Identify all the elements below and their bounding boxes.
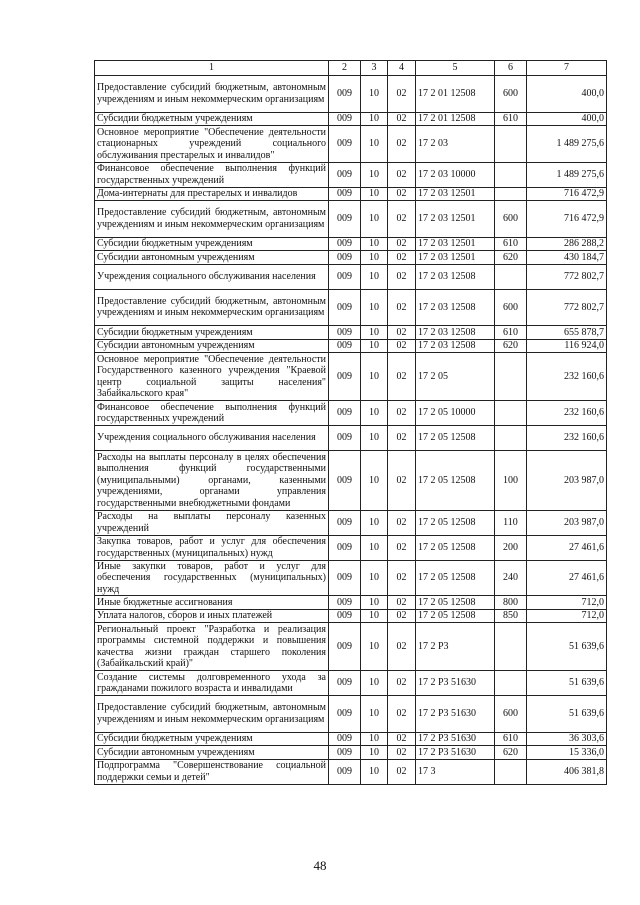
row-expense-type: 610 — [495, 112, 527, 126]
row-expense-type — [495, 759, 527, 784]
row-expense-type: 610 — [495, 732, 527, 746]
row-ministry-code: 009 — [329, 237, 361, 251]
row-target-article: 17 2 03 12508 — [416, 339, 495, 353]
row-subsection-code: 02 — [388, 510, 416, 535]
row-subsection-code: 02 — [388, 596, 416, 610]
row-name: Иные бюджетные ассигнования — [95, 596, 329, 610]
row-subsection-code: 02 — [388, 732, 416, 746]
row-expense-type: 600 — [495, 201, 527, 238]
budget-table-body — [95, 61, 607, 785]
row-name: Финансовое обеспечение выполнения функций государственных учреждений — [95, 162, 329, 187]
row-section-code: 10 — [361, 339, 388, 353]
row-amount: 15 336,0 — [527, 746, 607, 760]
row-amount: 203 987,0 — [527, 510, 607, 535]
row-target-article: 17 2 P3 51630 — [416, 671, 495, 696]
row-subsection-code: 02 — [388, 187, 416, 201]
row-amount: 430 184,7 — [527, 251, 607, 265]
row-name: Иные закупки товаров, работ и услуг для обеспечения государственных (муниципальных) нужд — [95, 560, 329, 596]
row-name: Предоставление субсидий бюджетным, автономным учреждениям и иным некоммерческим организациям — [95, 289, 329, 326]
row-subsection-code: 02 — [388, 451, 416, 511]
row-amount: 1 489 275,6 — [527, 126, 607, 163]
row-amount: 27 461,6 — [527, 560, 607, 596]
table-row — [95, 759, 607, 784]
row-ministry-code: 009 — [329, 746, 361, 760]
row-amount: 716 472,9 — [527, 187, 607, 201]
row-subsection-code: 02 — [388, 339, 416, 353]
row-expense-type — [495, 353, 527, 401]
table-row — [95, 201, 607, 238]
row-ministry-code: 009 — [329, 759, 361, 784]
row-expense-type — [495, 162, 527, 187]
row-expense-type: 850 — [495, 609, 527, 623]
row-amount: 116 924,0 — [527, 339, 607, 353]
row-target-article: 17 2 05 12508 — [416, 560, 495, 596]
table-row — [95, 112, 607, 126]
row-ministry-code: 009 — [329, 671, 361, 696]
row-section-code: 10 — [361, 535, 388, 560]
table-row — [95, 326, 607, 340]
row-name: Субсидии бюджетным учреждениям — [95, 112, 329, 126]
column-number: 3 — [361, 61, 388, 76]
table-row — [95, 696, 607, 733]
row-ministry-code: 009 — [329, 596, 361, 610]
row-section-code: 10 — [361, 746, 388, 760]
row-name: Создание системы долговременного ухода за гражданами пожилого возраста и инвалидами — [95, 671, 329, 696]
row-target-article: 17 2 05 12508 — [416, 510, 495, 535]
table-row — [95, 339, 607, 353]
table-row — [95, 237, 607, 251]
row-expense-type: 600 — [495, 289, 527, 326]
row-name: Субсидии автономным учреждениям — [95, 746, 329, 760]
row-name: Субсидии бюджетным учреждениям — [95, 732, 329, 746]
row-ministry-code: 009 — [329, 623, 361, 671]
row-target-article: 17 2 05 12508 — [416, 609, 495, 623]
row-name: Уплата налогов, сборов и иных платежей — [95, 609, 329, 623]
row-target-article: 17 2 03 — [416, 126, 495, 163]
row-section-code: 10 — [361, 696, 388, 733]
row-subsection-code: 02 — [388, 609, 416, 623]
row-name: Предоставление субсидий бюджетным, автономным учреждениям и иным некоммерческим организациям — [95, 201, 329, 238]
row-expense-type — [495, 426, 527, 451]
row-section-code: 10 — [361, 112, 388, 126]
row-name: Дома-интернаты для престарелых и инвалидов — [95, 187, 329, 201]
row-subsection-code: 02 — [388, 237, 416, 251]
row-amount: 712,0 — [527, 596, 607, 610]
row-expense-type: 620 — [495, 746, 527, 760]
row-name: Региональный проект "Разработка и реализация программы системной поддержки и повышения качества жизни граждан старшего поколения (Забайкальский край)" — [95, 623, 329, 671]
row-section-code: 10 — [361, 201, 388, 238]
row-target-article: 17 2 05 12508 — [416, 426, 495, 451]
row-amount: 772 802,7 — [527, 289, 607, 326]
row-section-code: 10 — [361, 289, 388, 326]
row-subsection-code: 02 — [388, 671, 416, 696]
row-subsection-code: 02 — [388, 623, 416, 671]
table-row — [95, 560, 607, 596]
row-name: Основное мероприятие "Обеспечение деятельности стационарных учреждений социального обслуживания престарелых и инвалидов" — [95, 126, 329, 163]
row-expense-type: 610 — [495, 237, 527, 251]
row-amount: 27 461,6 — [527, 535, 607, 560]
row-ministry-code: 009 — [329, 76, 361, 113]
row-subsection-code: 02 — [388, 264, 416, 289]
row-expense-type — [495, 264, 527, 289]
row-target-article: 17 2 03 12501 — [416, 237, 495, 251]
page-number: 48 — [313, 858, 327, 873]
row-ministry-code: 009 — [329, 353, 361, 401]
column-number: 2 — [329, 61, 361, 76]
row-target-article: 17 2 03 12501 — [416, 201, 495, 238]
row-ministry-code: 009 — [329, 112, 361, 126]
row-name: Финансовое обеспечение выполнения функций государственных учреждений — [95, 401, 329, 426]
row-target-article: 17 2 P3 — [416, 623, 495, 671]
row-ministry-code: 009 — [329, 426, 361, 451]
row-name: Субсидии бюджетным учреждениям — [95, 237, 329, 251]
row-ministry-code: 009 — [329, 264, 361, 289]
table-row — [95, 187, 607, 201]
row-subsection-code: 02 — [388, 326, 416, 340]
budget-sheet — [94, 60, 606, 785]
row-name: Субсидии автономным учреждениям — [95, 339, 329, 353]
row-section-code: 10 — [361, 326, 388, 340]
table-row — [95, 732, 607, 746]
row-ministry-code: 009 — [329, 326, 361, 340]
row-amount: 716 472,9 — [527, 201, 607, 238]
row-expense-type: 620 — [495, 251, 527, 265]
row-name: Закупка товаров, работ и услуг для обеспечения государственных (муниципальных) нужд — [95, 535, 329, 560]
row-ministry-code: 009 — [329, 696, 361, 733]
row-target-article: 17 2 05 10000 — [416, 401, 495, 426]
row-section-code: 10 — [361, 609, 388, 623]
row-name: Подпрограмма "Совершенствование социальной поддержки семьи и детей" — [95, 759, 329, 784]
row-amount: 51 639,6 — [527, 696, 607, 733]
row-subsection-code: 02 — [388, 746, 416, 760]
row-section-code: 10 — [361, 353, 388, 401]
row-ministry-code: 009 — [329, 162, 361, 187]
row-name: Учреждения социального обслуживания населения — [95, 426, 329, 451]
row-ministry-code: 009 — [329, 451, 361, 511]
row-subsection-code: 02 — [388, 289, 416, 326]
row-subsection-code: 02 — [388, 162, 416, 187]
row-section-code: 10 — [361, 426, 388, 451]
row-section-code: 10 — [361, 451, 388, 511]
table-row — [95, 264, 607, 289]
row-target-article: 17 2 03 12508 — [416, 264, 495, 289]
row-subsection-code: 02 — [388, 353, 416, 401]
row-amount: 232 160,6 — [527, 426, 607, 451]
row-ministry-code: 009 — [329, 187, 361, 201]
row-expense-type — [495, 671, 527, 696]
row-target-article: 17 2 P3 51630 — [416, 696, 495, 733]
row-target-article: 17 2 P3 51630 — [416, 732, 495, 746]
row-subsection-code: 02 — [388, 759, 416, 784]
table-row — [95, 746, 607, 760]
row-expense-type: 800 — [495, 596, 527, 610]
row-subsection-code: 02 — [388, 426, 416, 451]
row-target-article: 17 2 03 12501 — [416, 251, 495, 265]
column-number: 5 — [416, 61, 495, 76]
row-subsection-code: 02 — [388, 560, 416, 596]
row-target-article: 17 2 03 12508 — [416, 289, 495, 326]
row-ministry-code: 009 — [329, 510, 361, 535]
row-expense-type: 240 — [495, 560, 527, 596]
table-row — [95, 251, 607, 265]
row-name: Предоставление субсидий бюджетным, автономным учреждениям и иным некоммерческим организациям — [95, 696, 329, 733]
row-amount: 772 802,7 — [527, 264, 607, 289]
table-row — [95, 162, 607, 187]
table-row — [95, 426, 607, 451]
row-target-article: 17 2 05 12508 — [416, 451, 495, 511]
row-subsection-code: 02 — [388, 76, 416, 113]
row-name: Субсидии бюджетным учреждениям — [95, 326, 329, 340]
row-ministry-code: 009 — [329, 339, 361, 353]
row-name: Предоставление субсидий бюджетным, автономным учреждениям и иным некоммерческим организациям — [95, 76, 329, 113]
row-subsection-code: 02 — [388, 126, 416, 163]
row-section-code: 10 — [361, 76, 388, 113]
table-row — [95, 289, 607, 326]
row-section-code: 10 — [361, 264, 388, 289]
row-section-code: 10 — [361, 671, 388, 696]
row-subsection-code: 02 — [388, 535, 416, 560]
row-section-code: 10 — [361, 623, 388, 671]
row-name: Субсидии автономным учреждениям — [95, 251, 329, 265]
row-expense-type: 600 — [495, 76, 527, 113]
row-target-article: 17 3 — [416, 759, 495, 784]
row-amount: 51 639,6 — [527, 671, 607, 696]
row-section-code: 10 — [361, 510, 388, 535]
row-expense-type — [495, 401, 527, 426]
row-ministry-code: 009 — [329, 289, 361, 326]
row-amount: 712,0 — [527, 609, 607, 623]
row-ministry-code: 009 — [329, 535, 361, 560]
table-row — [95, 451, 607, 511]
row-amount: 406 381,8 — [527, 759, 607, 784]
row-amount: 1 489 275,6 — [527, 162, 607, 187]
row-ministry-code: 009 — [329, 732, 361, 746]
column-number: 1 — [95, 61, 329, 76]
row-target-article: 17 2 P3 51630 — [416, 746, 495, 760]
table-row — [95, 126, 607, 163]
row-section-code: 10 — [361, 126, 388, 163]
row-section-code: 10 — [361, 732, 388, 746]
row-section-code: 10 — [361, 237, 388, 251]
table-row — [95, 623, 607, 671]
row-section-code: 10 — [361, 759, 388, 784]
table-row — [95, 671, 607, 696]
row-amount: 400,0 — [527, 112, 607, 126]
column-number: 6 — [495, 61, 527, 76]
row-target-article: 17 2 01 12508 — [416, 112, 495, 126]
row-name: Расходы на выплаты персоналу казенных учреждений — [95, 510, 329, 535]
table-row — [95, 401, 607, 426]
table-row — [95, 353, 607, 401]
row-ministry-code: 009 — [329, 609, 361, 623]
row-target-article: 17 2 01 12508 — [416, 76, 495, 113]
row-target-article: 17 2 05 12508 — [416, 596, 495, 610]
row-target-article: 17 2 05 12508 — [416, 535, 495, 560]
row-subsection-code: 02 — [388, 696, 416, 733]
row-section-code: 10 — [361, 560, 388, 596]
table-row — [95, 510, 607, 535]
row-target-article: 17 2 03 10000 — [416, 162, 495, 187]
row-subsection-code: 02 — [388, 251, 416, 265]
row-subsection-code: 02 — [388, 201, 416, 238]
row-name: Расходы на выплаты персоналу в целях обеспечения выполнения функций государственными (муниципальными) органами, казенными учреждениями, органами управления государственными внебюджетными фондами — [95, 451, 329, 511]
row-amount: 655 878,7 — [527, 326, 607, 340]
table-row — [95, 535, 607, 560]
row-expense-type — [495, 187, 527, 201]
row-section-code: 10 — [361, 596, 388, 610]
row-target-article: 17 2 05 — [416, 353, 495, 401]
row-subsection-code: 02 — [388, 112, 416, 126]
row-expense-type — [495, 126, 527, 163]
row-expense-type: 100 — [495, 451, 527, 511]
row-amount: 36 303,6 — [527, 732, 607, 746]
column-number: 4 — [388, 61, 416, 76]
row-target-article: 17 2 03 12501 — [416, 187, 495, 201]
budget-table — [94, 60, 607, 785]
row-expense-type: 620 — [495, 339, 527, 353]
row-ministry-code: 009 — [329, 401, 361, 426]
row-amount: 400,0 — [527, 76, 607, 113]
row-section-code: 10 — [361, 162, 388, 187]
row-expense-type — [495, 623, 527, 671]
row-section-code: 10 — [361, 251, 388, 265]
row-section-code: 10 — [361, 401, 388, 426]
table-row — [95, 596, 607, 610]
row-ministry-code: 009 — [329, 201, 361, 238]
table-row — [95, 609, 607, 623]
row-amount: 203 987,0 — [527, 451, 607, 511]
column-number-row — [95, 61, 607, 76]
row-ministry-code: 009 — [329, 126, 361, 163]
row-amount: 286 288,2 — [527, 237, 607, 251]
row-expense-type: 610 — [495, 326, 527, 340]
row-expense-type: 110 — [495, 510, 527, 535]
row-name: Учреждения социального обслуживания населения — [95, 264, 329, 289]
row-name: Основное мероприятие "Обеспечение деятельности Государственного казенного учреждения "Краевой центр социальной защиты населения" Забайкальского края" — [95, 353, 329, 401]
row-expense-type: 600 — [495, 696, 527, 733]
row-amount: 51 639,6 — [527, 623, 607, 671]
row-expense-type: 200 — [495, 535, 527, 560]
row-section-code: 10 — [361, 187, 388, 201]
row-amount: 232 160,6 — [527, 401, 607, 426]
column-number: 7 — [527, 61, 607, 76]
table-row — [95, 76, 607, 113]
row-amount: 232 160,6 — [527, 353, 607, 401]
row-ministry-code: 009 — [329, 560, 361, 596]
row-subsection-code: 02 — [388, 401, 416, 426]
row-target-article: 17 2 03 12508 — [416, 326, 495, 340]
row-ministry-code: 009 — [329, 251, 361, 265]
